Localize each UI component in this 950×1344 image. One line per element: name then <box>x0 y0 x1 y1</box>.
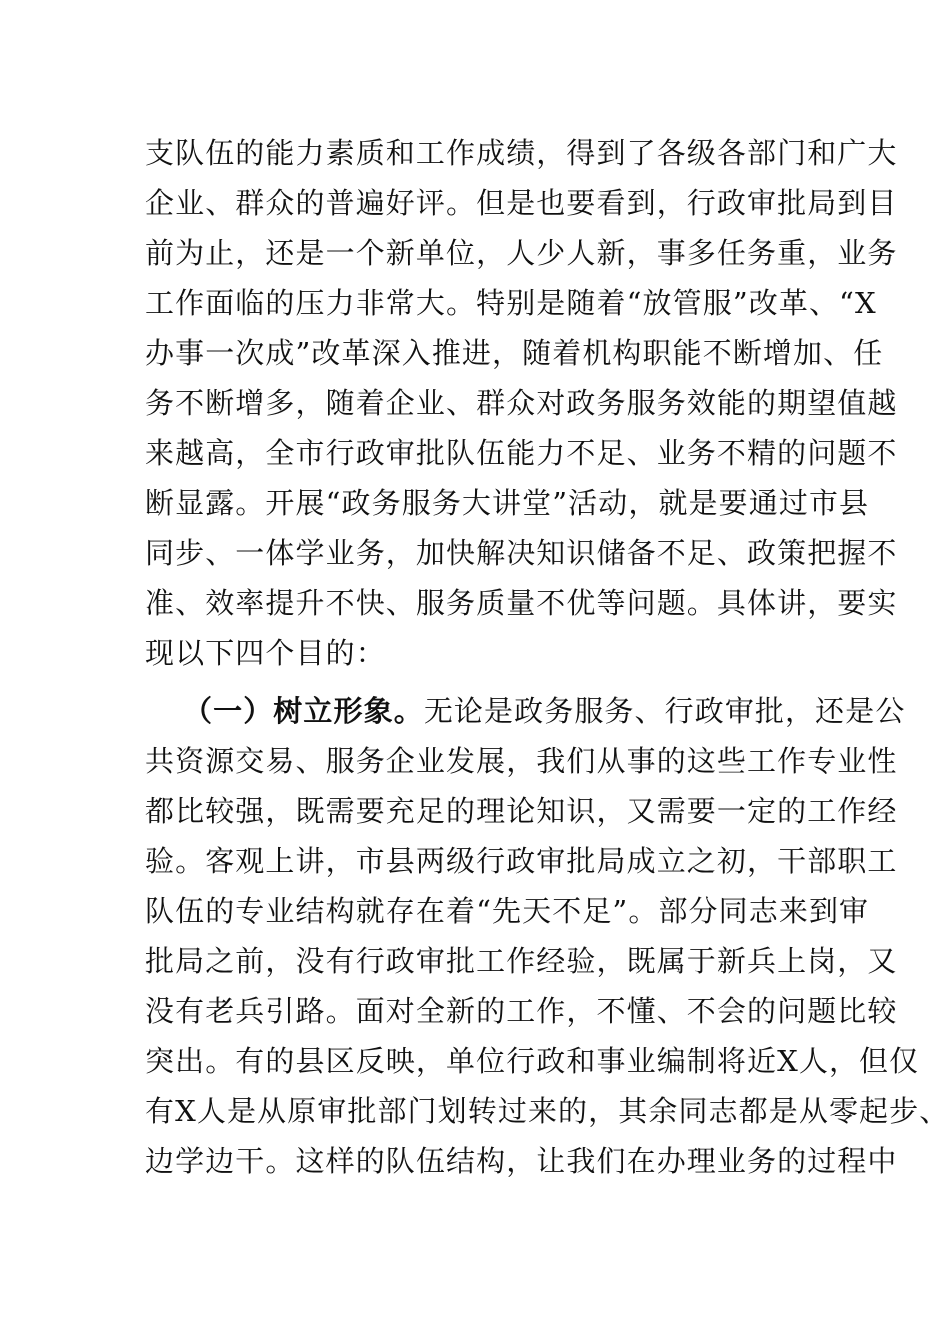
paragraph-2-line: 共资源交易、服务企业发展，我们从事的这些工作专业性 <box>145 744 898 778</box>
paragraph-1-line: 现以下四个目的： <box>145 636 386 670</box>
paragraph-2-line: 都比较强，既需要充足的理论知识，又需要一定的工作经 <box>145 794 898 828</box>
paragraph-2-line: 突出。有的县区反映，单位行政和事业编制将近X人，但仅 <box>145 1044 920 1078</box>
paragraph-1-line: 同步、一体学业务，加快解决知识储备不足、政策把握不 <box>145 536 898 570</box>
paragraph-2-line: 队伍的专业结构就存在着“先天不足”。部分同志来到审 <box>145 894 870 928</box>
paragraph-2-text: 无论是政务服务、行政审批，还是公 <box>423 694 906 728</box>
paragraph-2-line: 批局之前，没有行政审批工作经验，既属于新兵上岗，又 <box>145 944 898 978</box>
paragraph-1-line: 务不断增多，随着企业、群众对政务服务效能的期望值越 <box>145 386 898 420</box>
paragraph-1-line: 断显露。开展“政务服务大讲堂”活动，就是要通过市县 <box>145 486 870 520</box>
paragraph-1-line: 前为止，还是一个新单位，人少人新，事多任务重，业务 <box>145 236 898 270</box>
paragraph-1-line: 办事一次成”改革深入推进，随着机构职能不断增加、任 <box>145 336 884 370</box>
paragraph-2-line: 没有老兵引路。面对全新的工作，不懂、不会的问题比较 <box>145 994 898 1028</box>
paragraph-2-line: 验。客观上讲，市县两级行政审批局成立之初，干部职工 <box>145 844 898 878</box>
paragraph-1-line: 工作面临的压力非常大。特别是随着“放管服”改革、“X <box>145 286 877 320</box>
paragraph-1-line: 企业、群众的普遍好评。但是也要看到，行政审批局到目 <box>145 186 898 220</box>
paragraph-2-first-line <box>183 691 906 731</box>
paragraph-1-line: 来越高，全市行政审批队伍能力不足、业务不精的问题不 <box>145 436 898 470</box>
paragraph-2-line: 有X人是从原审批部门划转过来的，其余同志都是从零起步、 <box>145 1094 950 1128</box>
paragraph-2-line: 边学边干。这样的队伍结构，让我们在办理业务的过程中 <box>145 1144 898 1178</box>
paragraph-1-line: 支队伍的能力素质和工作成绩，得到了各级各部门和广大 <box>145 136 898 170</box>
section-heading: （一）树立形象。 <box>183 694 424 728</box>
paragraph-1-line: 准、效率提升不快、服务质量不优等问题。具体讲，要实 <box>145 586 898 620</box>
